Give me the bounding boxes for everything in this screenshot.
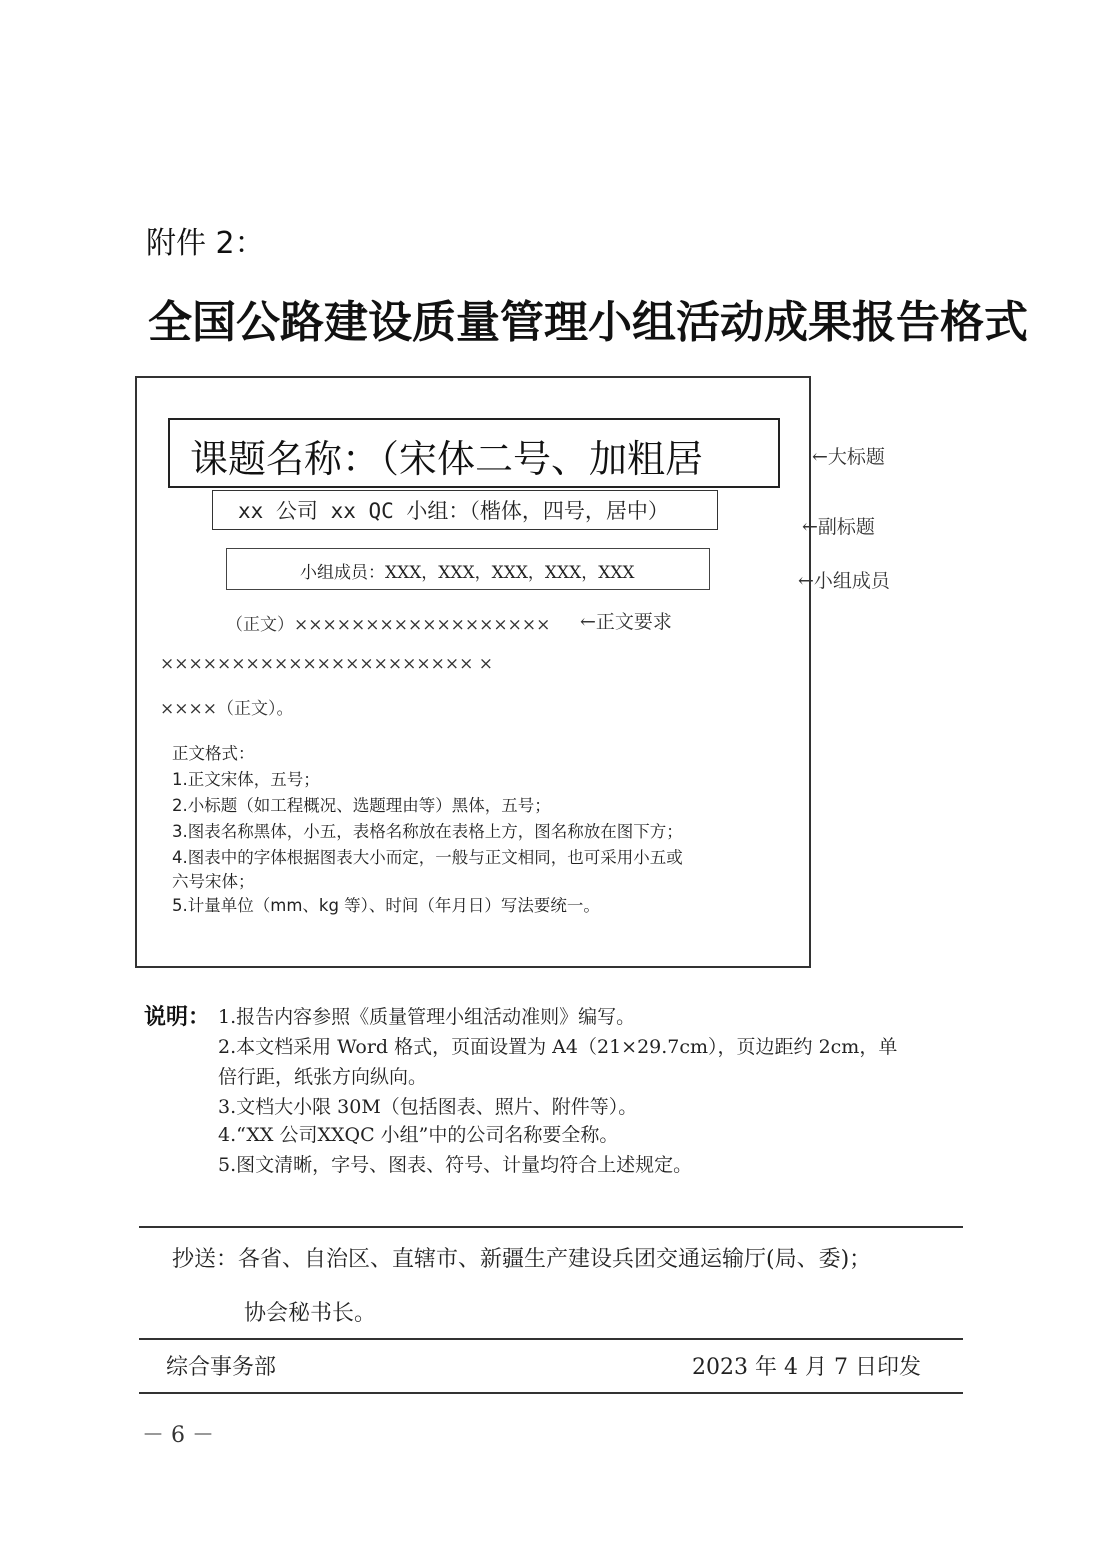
body-example-line-3: ××××（正文）。 [160, 699, 294, 719]
format-item: 六号宋体； [172, 872, 255, 891]
body-example-line-2: ×××××××××××××××××××××× × [160, 654, 494, 674]
note-item: 4.“XX 公司XXQC 小组”中的公司名称要全称。 [218, 1124, 619, 1146]
format-item: 4.图表中的字体根据图表大小而定，一般与正文相同，也可采用小五或 [172, 848, 683, 867]
annotation-subtitle: ←副标题 [802, 516, 875, 538]
issuing-department: 综合事务部 [166, 1355, 277, 1380]
note-item: 倍行距，纸张方向纵向。 [218, 1066, 428, 1088]
annotation-body: ←正文要求 [580, 611, 672, 633]
attachment-label: 附件 2： [146, 226, 265, 261]
format-item: 2.小标题（如工程概况、选题理由等）黑体，五号； [172, 796, 551, 815]
format-heading: 正文格式： [172, 744, 255, 763]
notes-label: 说明： [144, 1005, 211, 1030]
cc-line-2: 协会秘书长。 [244, 1301, 377, 1326]
format-item: 5.计量单位（mm、kg 等）、时间（年月日）写法要统一。 [172, 896, 600, 915]
subtitle-example: xx 公司 xx QC 小组：（楷体，四号，居中） [238, 499, 669, 523]
members-example: 小组成员：XXX，XXX，XXX，XXX，XXX [300, 563, 635, 583]
body-example-line-1: （正文）×××××××××××××××××× [226, 615, 551, 635]
divider-bottom [139, 1392, 963, 1394]
note-item: 5.图文清晰，字号、图表、符号、计量均符合上述规定。 [218, 1154, 693, 1176]
format-item: 3.图表名称黑体，小五，表格名称放在表格上方，图名称放在图下方； [172, 822, 683, 841]
annotation-members: ←小组成员 [798, 570, 890, 592]
note-item: 2.本文档采用 Word 格式，页面设置为 A4（21×29.7cm），页边距约 2cm，单 [218, 1036, 898, 1058]
divider-middle [139, 1338, 963, 1340]
annotation-main-title: ←大标题 [812, 446, 885, 468]
format-item: 1.正文宋体，五号； [172, 770, 320, 789]
cc-line-1: 抄送：各省、自治区、直辖市、新疆生产建设兵团交通运输厅(局、委)； [172, 1247, 872, 1272]
document-title: 全国公路建设质量管理小组活动成果报告格式 [148, 297, 1028, 348]
issue-date: 2023 年 4 月 7 日印发 [692, 1355, 921, 1380]
page-number: － 6 － [142, 1423, 214, 1448]
note-item: 1.报告内容参照《质量管理小组活动准则》编写。 [218, 1006, 636, 1028]
note-item: 3.文档大小限 30M（包括图表、照片、附件等）。 [218, 1096, 638, 1118]
divider-top [139, 1226, 963, 1228]
main-title-example: 课题名称：（宋体二号、加粗居 [190, 437, 704, 481]
